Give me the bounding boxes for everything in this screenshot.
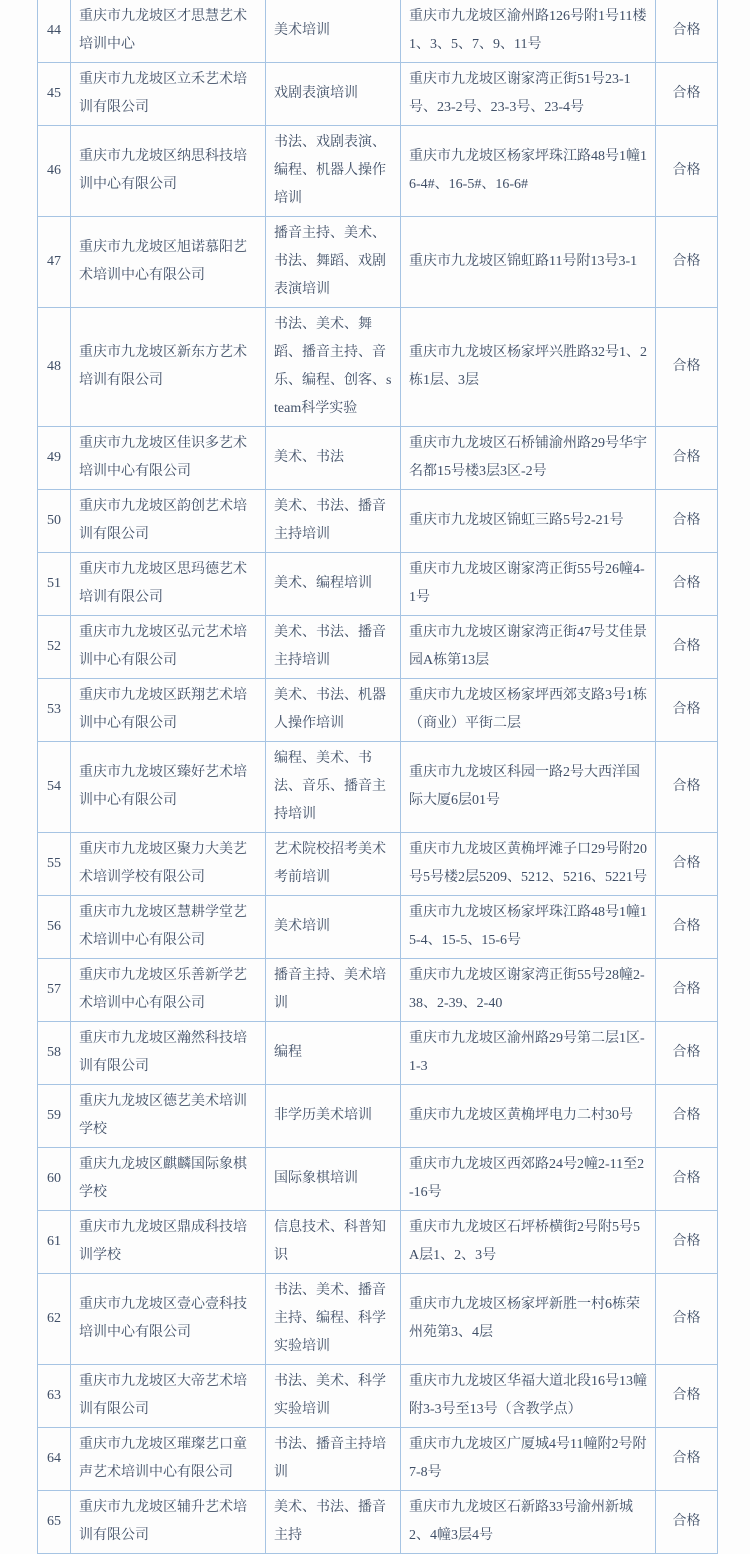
result-cell: 合格 xyxy=(656,1491,718,1554)
institution-name-cell: 重庆市九龙坡区璀璨艺口童声艺术培训中心有限公司 xyxy=(71,1428,266,1491)
table-row xyxy=(38,1022,718,1085)
institution-name-cell: 重庆市九龙坡区韵创艺术培训有限公司 xyxy=(71,490,266,553)
table-row xyxy=(38,308,718,427)
address-cell: 重庆市九龙坡区杨家坪西郊支路3号1栋（商业）平街二层 xyxy=(401,679,656,742)
table-row xyxy=(38,63,718,126)
row-number-cell: 59 xyxy=(38,1085,71,1148)
result-cell: 合格 xyxy=(656,959,718,1022)
result-cell: 合格 xyxy=(656,1365,718,1428)
table-row xyxy=(38,1274,718,1365)
institution-name-cell: 重庆市九龙坡区慧耕学堂艺术培训中心有限公司 xyxy=(71,896,266,959)
row-number-cell: 61 xyxy=(38,1211,71,1274)
training-category-cell: 播音主持、美术、书法、舞蹈、戏剧表演培训 xyxy=(266,217,401,308)
row-number-cell: 55 xyxy=(38,833,71,896)
result-cell: 合格 xyxy=(656,427,718,490)
inspection-result-table xyxy=(37,0,718,1554)
row-number-cell: 51 xyxy=(38,553,71,616)
row-number-cell: 50 xyxy=(38,490,71,553)
training-category-cell: 书法、播音主持培训 xyxy=(266,1428,401,1491)
training-category-cell: 艺术院校招考美术考前培训 xyxy=(266,833,401,896)
address-cell: 重庆市九龙坡区渝州路29号第二层1区-1-3 xyxy=(401,1022,656,1085)
table-row xyxy=(38,126,718,217)
address-cell: 重庆市九龙坡区谢家湾正街55号26幢4-1号 xyxy=(401,553,656,616)
address-cell: 重庆市九龙坡区黄桷坪电力二村30号 xyxy=(401,1085,656,1148)
training-category-cell: 美术、书法、播音主持培训 xyxy=(266,616,401,679)
table-row xyxy=(38,896,718,959)
table-row xyxy=(38,742,718,833)
institution-name-cell: 重庆市九龙坡区壹心壹科技培训中心有限公司 xyxy=(71,1274,266,1365)
row-number-cell: 54 xyxy=(38,742,71,833)
table-row xyxy=(38,616,718,679)
address-cell: 重庆市九龙坡区锦虹三路5号2-21号 xyxy=(401,490,656,553)
table-row xyxy=(38,959,718,1022)
training-category-cell: 播音主持、美术培训 xyxy=(266,959,401,1022)
training-category-cell: 信息技术、科普知识 xyxy=(266,1211,401,1274)
table-row xyxy=(38,1148,718,1211)
table-row xyxy=(38,833,718,896)
result-cell: 合格 xyxy=(656,63,718,126)
result-cell: 合格 xyxy=(656,553,718,616)
address-cell: 重庆市九龙坡区谢家湾正街51号23-1号、23-2号、23-3号、23-4号 xyxy=(401,63,656,126)
table-row xyxy=(38,1365,718,1428)
result-cell: 合格 xyxy=(656,1211,718,1274)
result-cell: 合格 xyxy=(656,833,718,896)
row-number-cell: 58 xyxy=(38,1022,71,1085)
result-cell: 合格 xyxy=(656,679,718,742)
table-row xyxy=(38,1428,718,1491)
training-category-cell: 美术、书法、播音主持培训 xyxy=(266,490,401,553)
training-category-cell: 戏剧表演培训 xyxy=(266,63,401,126)
training-category-cell: 编程 xyxy=(266,1022,401,1085)
training-category-cell: 美术、书法、播音主持 xyxy=(266,1491,401,1554)
training-category-cell: 国际象棋培训 xyxy=(266,1148,401,1211)
address-cell: 重庆市九龙坡区杨家坪兴胜路32号1、2栋1层、3层 xyxy=(401,308,656,427)
row-number-cell: 48 xyxy=(38,308,71,427)
table-row xyxy=(38,427,718,490)
training-category-cell: 书法、戏剧表演、编程、机器人操作培训 xyxy=(266,126,401,217)
address-cell: 重庆市九龙坡区杨家坪珠江路48号1幢15-4、15-5、15-6号 xyxy=(401,896,656,959)
result-cell: 合格 xyxy=(656,490,718,553)
row-number-cell: 63 xyxy=(38,1365,71,1428)
result-cell: 合格 xyxy=(656,1274,718,1365)
institution-name-cell: 重庆市九龙坡区鼎成科技培训学校 xyxy=(71,1211,266,1274)
row-number-cell: 56 xyxy=(38,896,71,959)
training-category-cell: 编程、美术、书法、音乐、播音主持培训 xyxy=(266,742,401,833)
institution-name-cell: 重庆市九龙坡区聚力大美艺术培训学校有限公司 xyxy=(71,833,266,896)
institution-name-cell: 重庆市九龙坡区思玛德艺术培训有限公司 xyxy=(71,553,266,616)
training-category-cell: 美术、书法、机器人操作培训 xyxy=(266,679,401,742)
result-cell: 合格 xyxy=(656,1428,718,1491)
address-cell: 重庆市九龙坡区杨家坪新胜一村6栋荣州苑第3、4层 xyxy=(401,1274,656,1365)
row-number-cell: 47 xyxy=(38,217,71,308)
address-cell: 重庆市九龙坡区科园一路2号大西洋国际大厦6层01号 xyxy=(401,742,656,833)
address-cell: 重庆市九龙坡区华福大道北段16号13幢附3-3号至13号（含教学点） xyxy=(401,1365,656,1428)
result-cell: 合格 xyxy=(656,1022,718,1085)
table-row xyxy=(38,553,718,616)
address-cell: 重庆市九龙坡区锦虹路11号附13号3-1 xyxy=(401,217,656,308)
institution-name-cell: 重庆九龙坡区德艺美术培训学校 xyxy=(71,1085,266,1148)
institution-name-cell: 重庆市九龙坡区新东方艺术培训有限公司 xyxy=(71,308,266,427)
training-category-cell: 美术、书法 xyxy=(266,427,401,490)
training-category-cell: 书法、美术、科学实验培训 xyxy=(266,1365,401,1428)
institution-name-cell: 重庆市九龙坡区大帝艺术培训有限公司 xyxy=(71,1365,266,1428)
result-cell: 合格 xyxy=(656,896,718,959)
institution-name-cell: 重庆市九龙坡区纳思科技培训中心有限公司 xyxy=(71,126,266,217)
row-number-cell: 44 xyxy=(38,0,71,63)
training-category-cell: 美术培训 xyxy=(266,0,401,63)
table-row xyxy=(38,1211,718,1274)
result-cell: 合格 xyxy=(656,217,718,308)
training-category-cell: 美术、编程培训 xyxy=(266,553,401,616)
result-cell: 合格 xyxy=(656,616,718,679)
result-cell: 合格 xyxy=(656,742,718,833)
institution-name-cell: 重庆市九龙坡区乐善新学艺术培训中心有限公司 xyxy=(71,959,266,1022)
institution-name-cell: 重庆市九龙坡区辅升艺术培训有限公司 xyxy=(71,1491,266,1554)
table-row xyxy=(38,0,718,63)
address-cell: 重庆市九龙坡区杨家坪珠江路48号1幢16-4#、16-5#、16-6# xyxy=(401,126,656,217)
table-row xyxy=(38,490,718,553)
table-row xyxy=(38,679,718,742)
address-cell: 重庆市九龙坡区谢家湾正街55号28幢2-38、2-39、2-40 xyxy=(401,959,656,1022)
address-cell: 重庆市九龙坡区西郊路24号2幢2-11至2-16号 xyxy=(401,1148,656,1211)
institution-name-cell: 重庆市九龙坡区旭诺慕阳艺术培训中心有限公司 xyxy=(71,217,266,308)
row-number-cell: 64 xyxy=(38,1428,71,1491)
result-cell: 合格 xyxy=(656,308,718,427)
row-number-cell: 62 xyxy=(38,1274,71,1365)
row-number-cell: 53 xyxy=(38,679,71,742)
row-number-cell: 57 xyxy=(38,959,71,1022)
row-number-cell: 46 xyxy=(38,126,71,217)
institution-name-cell: 重庆市九龙坡区才思慧艺术培训中心 xyxy=(71,0,266,63)
training-category-cell: 书法、美术、舞蹈、播音主持、音乐、编程、创客、steam科学实验 xyxy=(266,308,401,427)
address-cell: 重庆市九龙坡区黄桷坪滩子口29号附20号5号楼2层5209、5212、5216、5221号 xyxy=(401,833,656,896)
address-cell: 重庆市九龙坡区石桥铺渝州路29号华宇名都15号楼3层3区-2号 xyxy=(401,427,656,490)
training-category-cell: 非学历美术培训 xyxy=(266,1085,401,1148)
address-cell: 重庆市九龙坡区渝州路126号附1号11楼1、3、5、7、9、11号 xyxy=(401,0,656,63)
institution-name-cell: 重庆市九龙坡区佳识多艺术培训中心有限公司 xyxy=(71,427,266,490)
table-row xyxy=(38,217,718,308)
row-number-cell: 45 xyxy=(38,63,71,126)
address-cell: 重庆市九龙坡区广厦城4号11幢附2号附7-8号 xyxy=(401,1428,656,1491)
table-row xyxy=(38,1491,718,1554)
result-cell: 合格 xyxy=(656,1085,718,1148)
row-number-cell: 49 xyxy=(38,427,71,490)
row-number-cell: 60 xyxy=(38,1148,71,1211)
institution-name-cell: 重庆市九龙坡区瀚然科技培训有限公司 xyxy=(71,1022,266,1085)
institution-name-cell: 重庆市九龙坡区立禾艺术培训有限公司 xyxy=(71,63,266,126)
address-cell: 重庆市九龙坡区谢家湾正街47号艾佳景园A栋第13层 xyxy=(401,616,656,679)
institution-name-cell: 重庆市九龙坡区臻好艺术培训中心有限公司 xyxy=(71,742,266,833)
row-number-cell: 65 xyxy=(38,1491,71,1554)
training-category-cell: 美术培训 xyxy=(266,896,401,959)
table-row xyxy=(38,1085,718,1148)
row-number-cell: 52 xyxy=(38,616,71,679)
address-cell: 重庆市九龙坡区石坪桥横街2号附5号5A层1、2、3号 xyxy=(401,1211,656,1274)
institution-name-cell: 重庆市九龙坡区弘元艺术培训中心有限公司 xyxy=(71,616,266,679)
address-cell: 重庆市九龙坡区石新路33号渝州新城2、4幢3层4号 xyxy=(401,1491,656,1554)
institution-name-cell: 重庆九龙坡区麒麟国际象棋学校 xyxy=(71,1148,266,1211)
inspection-table-body xyxy=(38,0,718,1554)
institution-name-cell: 重庆市九龙坡区跃翔艺术培训中心有限公司 xyxy=(71,679,266,742)
training-category-cell: 书法、美术、播音主持、编程、科学实验培训 xyxy=(266,1274,401,1365)
result-cell: 合格 xyxy=(656,126,718,217)
result-cell: 合格 xyxy=(656,0,718,63)
result-cell: 合格 xyxy=(656,1148,718,1211)
